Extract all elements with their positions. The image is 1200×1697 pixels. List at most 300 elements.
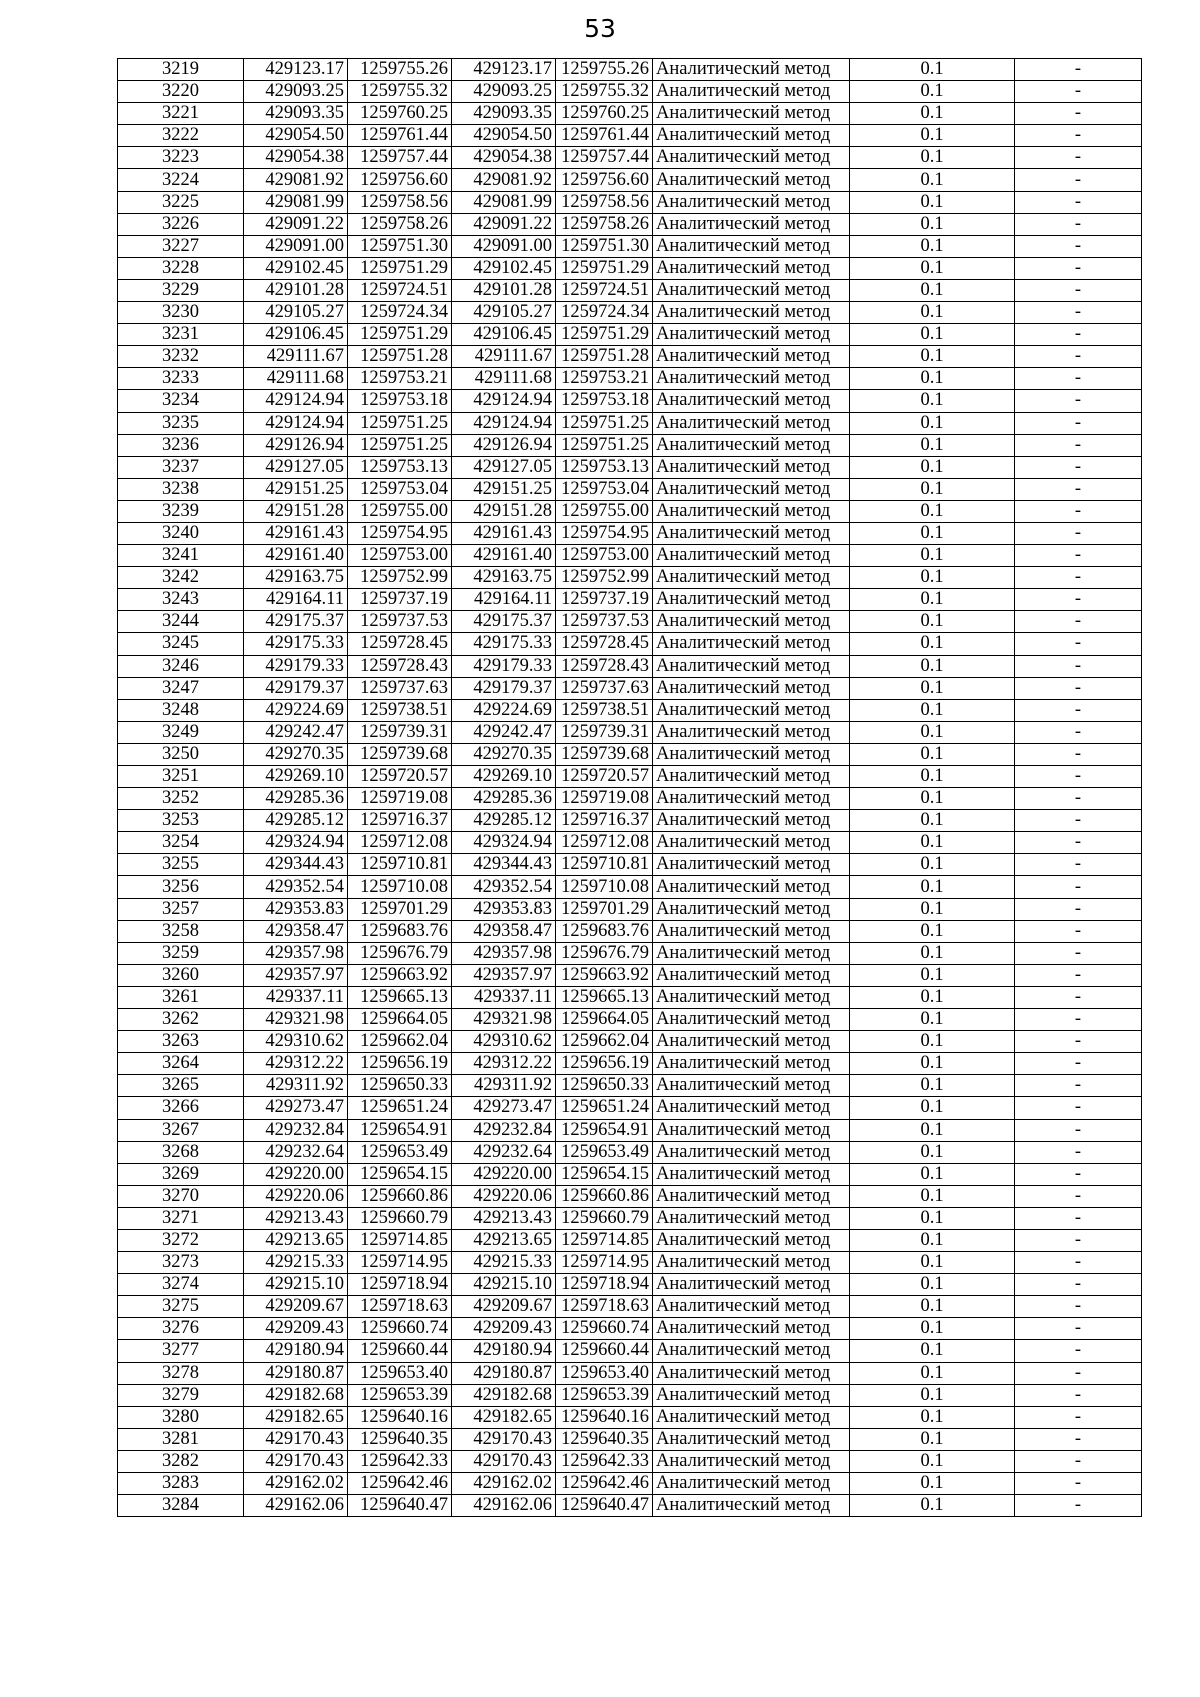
x-coord-repeat-cell: 429352.54 (452, 876, 556, 898)
description-cell: - (1015, 1252, 1142, 1274)
point-number-cell: 3241 (118, 545, 244, 567)
y-coord-cell: 1259642.33 (348, 1450, 452, 1472)
table-row (118, 942, 1142, 964)
method-cell: Аналитический метод (653, 611, 850, 633)
x-coord-cell: 429127.05 (244, 456, 348, 478)
description-cell: - (1015, 1406, 1142, 1428)
table-row (118, 964, 1142, 986)
precision-cell: 0.1 (850, 103, 1015, 125)
y-coord-repeat-cell: 1259728.43 (556, 655, 653, 677)
precision-cell: 0.1 (850, 942, 1015, 964)
description-cell: - (1015, 677, 1142, 699)
y-coord-cell: 1259753.00 (348, 545, 452, 567)
method-cell: Аналитический метод (653, 1340, 850, 1362)
y-coord-repeat-cell: 1259751.29 (556, 257, 653, 279)
point-number-cell: 3237 (118, 456, 244, 478)
point-number-cell: 3282 (118, 1450, 244, 1472)
y-coord-cell: 1259737.19 (348, 589, 452, 611)
precision-cell: 0.1 (850, 324, 1015, 346)
x-coord-repeat-cell: 429324.94 (452, 832, 556, 854)
y-coord-repeat-cell: 1259662.04 (556, 1031, 653, 1053)
y-coord-cell: 1259640.35 (348, 1428, 452, 1450)
description-cell: - (1015, 324, 1142, 346)
table-row (118, 1252, 1142, 1274)
point-number-cell: 3281 (118, 1428, 244, 1450)
precision-cell: 0.1 (850, 1229, 1015, 1251)
x-coord-cell: 429161.40 (244, 545, 348, 567)
point-number-cell: 3257 (118, 898, 244, 920)
method-cell: Аналитический метод (653, 699, 850, 721)
x-coord-repeat-cell: 429344.43 (452, 854, 556, 876)
precision-cell: 0.1 (850, 766, 1015, 788)
y-coord-cell: 1259653.39 (348, 1384, 452, 1406)
x-coord-repeat-cell: 429091.22 (452, 213, 556, 235)
y-coord-repeat-cell: 1259663.92 (556, 964, 653, 986)
y-coord-repeat-cell: 1259710.81 (556, 854, 653, 876)
x-coord-cell: 429213.65 (244, 1229, 348, 1251)
method-cell: Аналитический метод (653, 1384, 850, 1406)
table-row (118, 1450, 1142, 1472)
x-coord-repeat-cell: 429215.33 (452, 1252, 556, 1274)
table-row (118, 788, 1142, 810)
description-cell: - (1015, 766, 1142, 788)
description-cell: - (1015, 1318, 1142, 1340)
x-coord-cell: 429151.28 (244, 500, 348, 522)
y-coord-cell: 1259662.04 (348, 1031, 452, 1053)
y-coord-repeat-cell: 1259737.53 (556, 611, 653, 633)
point-number-cell: 3280 (118, 1406, 244, 1428)
point-number-cell: 3251 (118, 766, 244, 788)
y-coord-cell: 1259728.45 (348, 633, 452, 655)
x-coord-repeat-cell: 429126.94 (452, 434, 556, 456)
point-number-cell: 3242 (118, 567, 244, 589)
x-coord-cell: 429163.75 (244, 567, 348, 589)
description-cell: - (1015, 898, 1142, 920)
method-cell: Аналитический метод (653, 1185, 850, 1207)
x-coord-repeat-cell: 429054.50 (452, 125, 556, 147)
x-coord-cell: 429312.22 (244, 1053, 348, 1075)
x-coord-repeat-cell: 429182.68 (452, 1384, 556, 1406)
method-cell: Аналитический метод (653, 456, 850, 478)
x-coord-cell: 429170.43 (244, 1450, 348, 1472)
x-coord-repeat-cell: 429170.43 (452, 1450, 556, 1472)
description-cell: - (1015, 854, 1142, 876)
method-cell: Аналитический метод (653, 1252, 850, 1274)
description-cell: - (1015, 1119, 1142, 1141)
precision-cell: 0.1 (850, 81, 1015, 103)
x-coord-repeat-cell: 429111.67 (452, 346, 556, 368)
table-row (118, 412, 1142, 434)
y-coord-repeat-cell: 1259753.00 (556, 545, 653, 567)
point-number-cell: 3221 (118, 103, 244, 125)
x-coord-repeat-cell: 429091.00 (452, 235, 556, 257)
method-cell: Аналитический метод (653, 324, 850, 346)
precision-cell: 0.1 (850, 235, 1015, 257)
table-row (118, 876, 1142, 898)
description-cell: - (1015, 1229, 1142, 1251)
x-coord-repeat-cell: 429162.06 (452, 1495, 556, 1517)
x-coord-cell: 429105.27 (244, 302, 348, 324)
table-row (118, 279, 1142, 301)
table-row (118, 1009, 1142, 1031)
y-coord-cell: 1259712.08 (348, 832, 452, 854)
x-coord-cell: 429270.35 (244, 743, 348, 765)
point-number-cell: 3219 (118, 59, 244, 81)
x-coord-repeat-cell: 429310.62 (452, 1031, 556, 1053)
point-number-cell: 3259 (118, 942, 244, 964)
y-coord-cell: 1259751.29 (348, 257, 452, 279)
table-row (118, 191, 1142, 213)
y-coord-repeat-cell: 1259656.19 (556, 1053, 653, 1075)
point-number-cell: 3250 (118, 743, 244, 765)
description-cell: - (1015, 213, 1142, 235)
table-row (118, 103, 1142, 125)
precision-cell: 0.1 (850, 589, 1015, 611)
point-number-cell: 3266 (118, 1097, 244, 1119)
description-cell: - (1015, 743, 1142, 765)
table-row (118, 1185, 1142, 1207)
description-cell: - (1015, 1473, 1142, 1495)
description-cell: - (1015, 567, 1142, 589)
description-cell: - (1015, 832, 1142, 854)
y-coord-repeat-cell: 1259751.30 (556, 235, 653, 257)
x-coord-repeat-cell: 429270.35 (452, 743, 556, 765)
x-coord-cell: 429215.10 (244, 1274, 348, 1296)
y-coord-repeat-cell: 1259720.57 (556, 766, 653, 788)
x-coord-repeat-cell: 429285.12 (452, 810, 556, 832)
description-cell: - (1015, 1185, 1142, 1207)
x-coord-repeat-cell: 429215.10 (452, 1274, 556, 1296)
method-cell: Аналитический метод (653, 743, 850, 765)
precision-cell: 0.1 (850, 456, 1015, 478)
x-coord-repeat-cell: 429285.36 (452, 788, 556, 810)
description-cell: - (1015, 1031, 1142, 1053)
y-coord-repeat-cell: 1259653.39 (556, 1384, 653, 1406)
precision-cell: 0.1 (850, 257, 1015, 279)
y-coord-repeat-cell: 1259660.79 (556, 1207, 653, 1229)
x-coord-cell: 429091.22 (244, 213, 348, 235)
x-coord-cell: 429170.43 (244, 1428, 348, 1450)
x-coord-repeat-cell: 429106.45 (452, 324, 556, 346)
y-coord-cell: 1259761.44 (348, 125, 452, 147)
description-cell: - (1015, 876, 1142, 898)
table-row (118, 677, 1142, 699)
y-coord-cell: 1259728.43 (348, 655, 452, 677)
point-number-cell: 3233 (118, 368, 244, 390)
y-coord-repeat-cell: 1259751.25 (556, 412, 653, 434)
y-coord-repeat-cell: 1259739.68 (556, 743, 653, 765)
description-cell: - (1015, 589, 1142, 611)
point-number-cell: 3249 (118, 721, 244, 743)
description-cell: - (1015, 1384, 1142, 1406)
y-coord-cell: 1259701.29 (348, 898, 452, 920)
y-coord-cell: 1259653.49 (348, 1141, 452, 1163)
description-cell: - (1015, 986, 1142, 1008)
precision-cell: 0.1 (850, 169, 1015, 191)
y-coord-repeat-cell: 1259753.13 (556, 456, 653, 478)
x-coord-repeat-cell: 429269.10 (452, 766, 556, 788)
precision-cell: 0.1 (850, 876, 1015, 898)
y-coord-cell: 1259752.99 (348, 567, 452, 589)
y-coord-repeat-cell: 1259640.47 (556, 1495, 653, 1517)
table-row (118, 699, 1142, 721)
y-coord-repeat-cell: 1259653.40 (556, 1362, 653, 1384)
description-cell: - (1015, 169, 1142, 191)
description-cell: - (1015, 390, 1142, 412)
point-number-cell: 3243 (118, 589, 244, 611)
y-coord-cell: 1259753.04 (348, 478, 452, 500)
table-row (118, 368, 1142, 390)
method-cell: Аналитический метод (653, 346, 850, 368)
description-cell: - (1015, 1097, 1142, 1119)
method-cell: Аналитический метод (653, 191, 850, 213)
table-row (118, 743, 1142, 765)
y-coord-cell: 1259683.76 (348, 920, 452, 942)
method-cell: Аналитический метод (653, 1362, 850, 1384)
y-coord-repeat-cell: 1259757.44 (556, 147, 653, 169)
x-coord-cell: 429164.11 (244, 589, 348, 611)
x-coord-repeat-cell: 429081.92 (452, 169, 556, 191)
x-coord-repeat-cell: 429353.83 (452, 898, 556, 920)
y-coord-repeat-cell: 1259751.29 (556, 324, 653, 346)
x-coord-repeat-cell: 429093.35 (452, 103, 556, 125)
description-cell: - (1015, 810, 1142, 832)
x-coord-cell: 429179.33 (244, 655, 348, 677)
y-coord-cell: 1259710.81 (348, 854, 452, 876)
y-coord-cell: 1259714.85 (348, 1229, 452, 1251)
precision-cell: 0.1 (850, 567, 1015, 589)
table-row (118, 456, 1142, 478)
x-coord-repeat-cell: 429273.47 (452, 1097, 556, 1119)
method-cell: Аналитический метод (653, 1229, 850, 1251)
y-coord-cell: 1259710.08 (348, 876, 452, 898)
x-coord-repeat-cell: 429170.43 (452, 1428, 556, 1450)
method-cell: Аналитический метод (653, 235, 850, 257)
y-coord-cell: 1259665.13 (348, 986, 452, 1008)
x-coord-cell: 429179.37 (244, 677, 348, 699)
x-coord-repeat-cell: 429163.75 (452, 567, 556, 589)
description-cell: - (1015, 346, 1142, 368)
x-coord-repeat-cell: 429175.37 (452, 611, 556, 633)
y-coord-repeat-cell: 1259714.85 (556, 1229, 653, 1251)
method-cell: Аналитический метод (653, 920, 850, 942)
y-coord-repeat-cell: 1259664.05 (556, 1009, 653, 1031)
precision-cell: 0.1 (850, 1406, 1015, 1428)
point-number-cell: 3262 (118, 1009, 244, 1031)
x-coord-cell: 429285.12 (244, 810, 348, 832)
description-cell: - (1015, 257, 1142, 279)
description-cell: - (1015, 279, 1142, 301)
y-coord-repeat-cell: 1259653.49 (556, 1141, 653, 1163)
x-coord-cell: 429161.43 (244, 522, 348, 544)
x-coord-cell: 429054.38 (244, 147, 348, 169)
table-row (118, 390, 1142, 412)
precision-cell: 0.1 (850, 986, 1015, 1008)
precision-cell: 0.1 (850, 920, 1015, 942)
point-number-cell: 3264 (118, 1053, 244, 1075)
y-coord-repeat-cell: 1259716.37 (556, 810, 653, 832)
x-coord-cell: 429182.65 (244, 1406, 348, 1428)
x-coord-repeat-cell: 429357.98 (452, 942, 556, 964)
point-number-cell: 3232 (118, 346, 244, 368)
y-coord-cell: 1259760.25 (348, 103, 452, 125)
table-row (118, 1428, 1142, 1450)
table-row (118, 59, 1142, 81)
table-row (118, 920, 1142, 942)
y-coord-cell: 1259739.68 (348, 743, 452, 765)
method-cell: Аналитический метод (653, 721, 850, 743)
x-coord-cell: 429352.54 (244, 876, 348, 898)
point-number-cell: 3263 (118, 1031, 244, 1053)
precision-cell: 0.1 (850, 434, 1015, 456)
x-coord-repeat-cell: 429213.65 (452, 1229, 556, 1251)
precision-cell: 0.1 (850, 1141, 1015, 1163)
y-coord-cell: 1259724.34 (348, 302, 452, 324)
y-coord-repeat-cell: 1259754.95 (556, 522, 653, 544)
x-coord-repeat-cell: 429151.28 (452, 500, 556, 522)
point-number-cell: 3254 (118, 832, 244, 854)
x-coord-cell: 429311.92 (244, 1075, 348, 1097)
x-coord-cell: 429182.68 (244, 1384, 348, 1406)
x-coord-cell: 429242.47 (244, 721, 348, 743)
description-cell: - (1015, 1340, 1142, 1362)
x-coord-cell: 429123.17 (244, 59, 348, 81)
x-coord-cell: 429224.69 (244, 699, 348, 721)
method-cell: Аналитический метод (653, 478, 850, 500)
table-row (118, 766, 1142, 788)
method-cell: Аналитический метод (653, 1495, 850, 1517)
table-row (118, 302, 1142, 324)
x-coord-cell: 429353.83 (244, 898, 348, 920)
description-cell: - (1015, 478, 1142, 500)
y-coord-repeat-cell: 1259650.33 (556, 1075, 653, 1097)
method-cell: Аналитический метод (653, 1119, 850, 1141)
table-row (118, 324, 1142, 346)
table-row (118, 854, 1142, 876)
y-coord-repeat-cell: 1259714.95 (556, 1252, 653, 1274)
point-number-cell: 3278 (118, 1362, 244, 1384)
description-cell: - (1015, 1075, 1142, 1097)
point-number-cell: 3245 (118, 633, 244, 655)
method-cell: Аналитический метод (653, 81, 850, 103)
method-cell: Аналитический метод (653, 1053, 850, 1075)
method-cell: Аналитический метод (653, 279, 850, 301)
point-number-cell: 3255 (118, 854, 244, 876)
point-number-cell: 3240 (118, 522, 244, 544)
table-row (118, 545, 1142, 567)
x-coord-cell: 429102.45 (244, 257, 348, 279)
x-coord-repeat-cell: 429213.43 (452, 1207, 556, 1229)
description-cell: - (1015, 964, 1142, 986)
x-coord-repeat-cell: 429337.11 (452, 986, 556, 1008)
precision-cell: 0.1 (850, 1185, 1015, 1207)
point-number-cell: 3247 (118, 677, 244, 699)
point-number-cell: 3244 (118, 611, 244, 633)
method-cell: Аналитический метод (653, 125, 850, 147)
y-coord-cell: 1259664.05 (348, 1009, 452, 1031)
point-number-cell: 3252 (118, 788, 244, 810)
y-coord-repeat-cell: 1259718.94 (556, 1274, 653, 1296)
method-cell: Аналитический метод (653, 545, 850, 567)
x-coord-repeat-cell: 429179.33 (452, 655, 556, 677)
table-row (118, 1384, 1142, 1406)
description-cell: - (1015, 59, 1142, 81)
precision-cell: 0.1 (850, 1362, 1015, 1384)
y-coord-cell: 1259751.30 (348, 235, 452, 257)
precision-cell: 0.1 (850, 655, 1015, 677)
x-coord-cell: 429111.68 (244, 368, 348, 390)
y-coord-repeat-cell: 1259751.28 (556, 346, 653, 368)
y-coord-repeat-cell: 1259756.60 (556, 169, 653, 191)
x-coord-repeat-cell: 429220.00 (452, 1163, 556, 1185)
point-number-cell: 3274 (118, 1274, 244, 1296)
precision-cell: 0.1 (850, 1450, 1015, 1472)
method-cell: Аналитический метод (653, 854, 850, 876)
precision-cell: 0.1 (850, 677, 1015, 699)
table-row (118, 1362, 1142, 1384)
point-number-cell: 3234 (118, 390, 244, 412)
method-cell: Аналитический метод (653, 1207, 850, 1229)
description-cell: - (1015, 1274, 1142, 1296)
y-coord-cell: 1259660.79 (348, 1207, 452, 1229)
y-coord-cell: 1259718.94 (348, 1274, 452, 1296)
description-cell: - (1015, 1428, 1142, 1450)
method-cell: Аналитический метод (653, 368, 850, 390)
table-row (118, 1163, 1142, 1185)
point-number-cell: 3269 (118, 1163, 244, 1185)
description-cell: - (1015, 1495, 1142, 1517)
method-cell: Аналитический метод (653, 810, 850, 832)
page-number: 53 (584, 14, 616, 43)
point-number-cell: 3227 (118, 235, 244, 257)
description-cell: - (1015, 721, 1142, 743)
description-cell: - (1015, 1009, 1142, 1031)
x-coord-repeat-cell: 429164.11 (452, 589, 556, 611)
precision-cell: 0.1 (850, 1384, 1015, 1406)
method-cell: Аналитический метод (653, 213, 850, 235)
y-coord-repeat-cell: 1259642.33 (556, 1450, 653, 1472)
table-row (118, 81, 1142, 103)
x-coord-repeat-cell: 429124.94 (452, 390, 556, 412)
method-cell: Аналитический метод (653, 1473, 850, 1495)
x-coord-cell: 429054.50 (244, 125, 348, 147)
x-coord-repeat-cell: 429209.43 (452, 1318, 556, 1340)
x-coord-cell: 429310.62 (244, 1031, 348, 1053)
y-coord-cell: 1259676.79 (348, 942, 452, 964)
y-coord-repeat-cell: 1259737.19 (556, 589, 653, 611)
y-coord-cell: 1259755.26 (348, 59, 452, 81)
method-cell: Аналитический метод (653, 390, 850, 412)
method-cell: Аналитический метод (653, 1450, 850, 1472)
description-cell: - (1015, 545, 1142, 567)
x-coord-cell: 429101.28 (244, 279, 348, 301)
y-coord-repeat-cell: 1259758.26 (556, 213, 653, 235)
method-cell: Аналитический метод (653, 257, 850, 279)
table-row (118, 655, 1142, 677)
description-cell: - (1015, 633, 1142, 655)
table-row (118, 1119, 1142, 1141)
method-cell: Аналитический метод (653, 1075, 850, 1097)
point-number-cell: 3226 (118, 213, 244, 235)
point-number-cell: 3238 (118, 478, 244, 500)
precision-cell: 0.1 (850, 1318, 1015, 1340)
table-row (118, 257, 1142, 279)
method-cell: Аналитический метод (653, 500, 850, 522)
x-coord-repeat-cell: 429127.05 (452, 456, 556, 478)
x-coord-cell: 429285.36 (244, 788, 348, 810)
y-coord-repeat-cell: 1259724.51 (556, 279, 653, 301)
x-coord-repeat-cell: 429054.38 (452, 147, 556, 169)
